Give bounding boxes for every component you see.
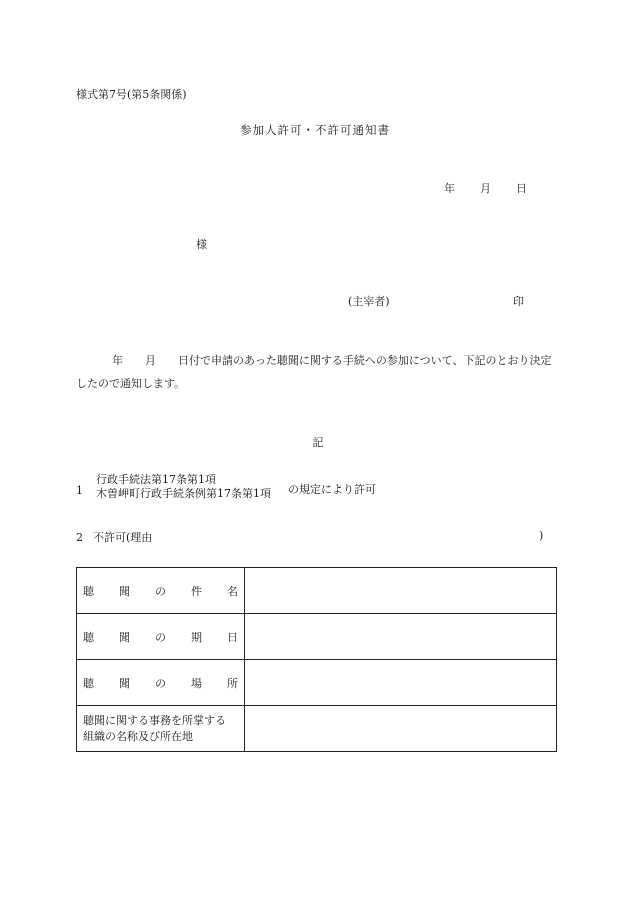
body-text: 年 月 日付で申請のあった聴聞に関する手続への参加について、下記のとおり決定したので通知します。 — [76, 354, 552, 390]
organization-value — [245, 706, 557, 752]
label-char: 聞 — [119, 630, 130, 644]
label-char: 期 — [191, 630, 202, 644]
document-title: 参加人許可・不許可通知書 — [240, 123, 390, 137]
item1-laws — [96, 473, 271, 501]
item2-close-paren: ) — [539, 529, 544, 542]
label-char: 名 — [227, 584, 238, 598]
hearing-place-label — [77, 660, 245, 706]
hearing-date-value — [245, 614, 557, 660]
item2-number: 2 — [76, 531, 83, 544]
label-char: 件 — [191, 584, 202, 598]
item1-law-line1: 行政手続法第17条第1項 — [96, 473, 216, 486]
date-day: 日 — [516, 182, 527, 195]
table-row — [77, 568, 557, 614]
item2-text: 不許可(理由 — [93, 531, 153, 544]
item1-number: 1 — [76, 484, 83, 497]
organization-label-line1: 聴聞に関する事務を所掌する — [83, 713, 226, 727]
table-row — [77, 614, 557, 660]
organization-label-line2: 組織の名称及び所在地 — [83, 729, 193, 743]
addressee-suffix: 様 — [196, 238, 207, 251]
table-row — [77, 660, 557, 706]
label-char: 場 — [191, 676, 202, 690]
organization-label — [77, 706, 245, 752]
label-char: 聴 — [83, 584, 94, 598]
label-char: の — [155, 676, 166, 690]
hearing-date-label — [77, 614, 245, 660]
label-char: 所 — [227, 676, 238, 690]
seal-mark: 印 — [513, 295, 524, 308]
hearing-info-table — [76, 567, 557, 752]
table-row — [77, 706, 557, 752]
label-char: の — [155, 584, 166, 598]
label-char: の — [155, 630, 166, 644]
ki-heading: 記 — [312, 436, 324, 449]
item2 — [76, 529, 152, 545]
label-char: 日 — [227, 630, 238, 644]
label-char: 聴 — [83, 630, 94, 644]
hearing-subject-value — [245, 568, 557, 614]
date-line — [444, 180, 527, 196]
hearing-subject-label — [77, 568, 245, 614]
form-number: 様式第7号(第5条関係) — [76, 88, 187, 101]
date-month: 月 — [480, 182, 491, 195]
label-char: 聞 — [119, 676, 130, 690]
item1-tail: の規定により許可 — [288, 483, 376, 496]
label-char: 聞 — [119, 584, 130, 598]
item1-law-line2: 木曽岬町行政手続条例第17条第1項 — [96, 487, 271, 500]
label-char: 聴 — [83, 676, 94, 690]
organizer-label: (主宰者) — [348, 295, 390, 308]
date-year: 年 — [444, 182, 455, 195]
hearing-place-value — [245, 660, 557, 706]
